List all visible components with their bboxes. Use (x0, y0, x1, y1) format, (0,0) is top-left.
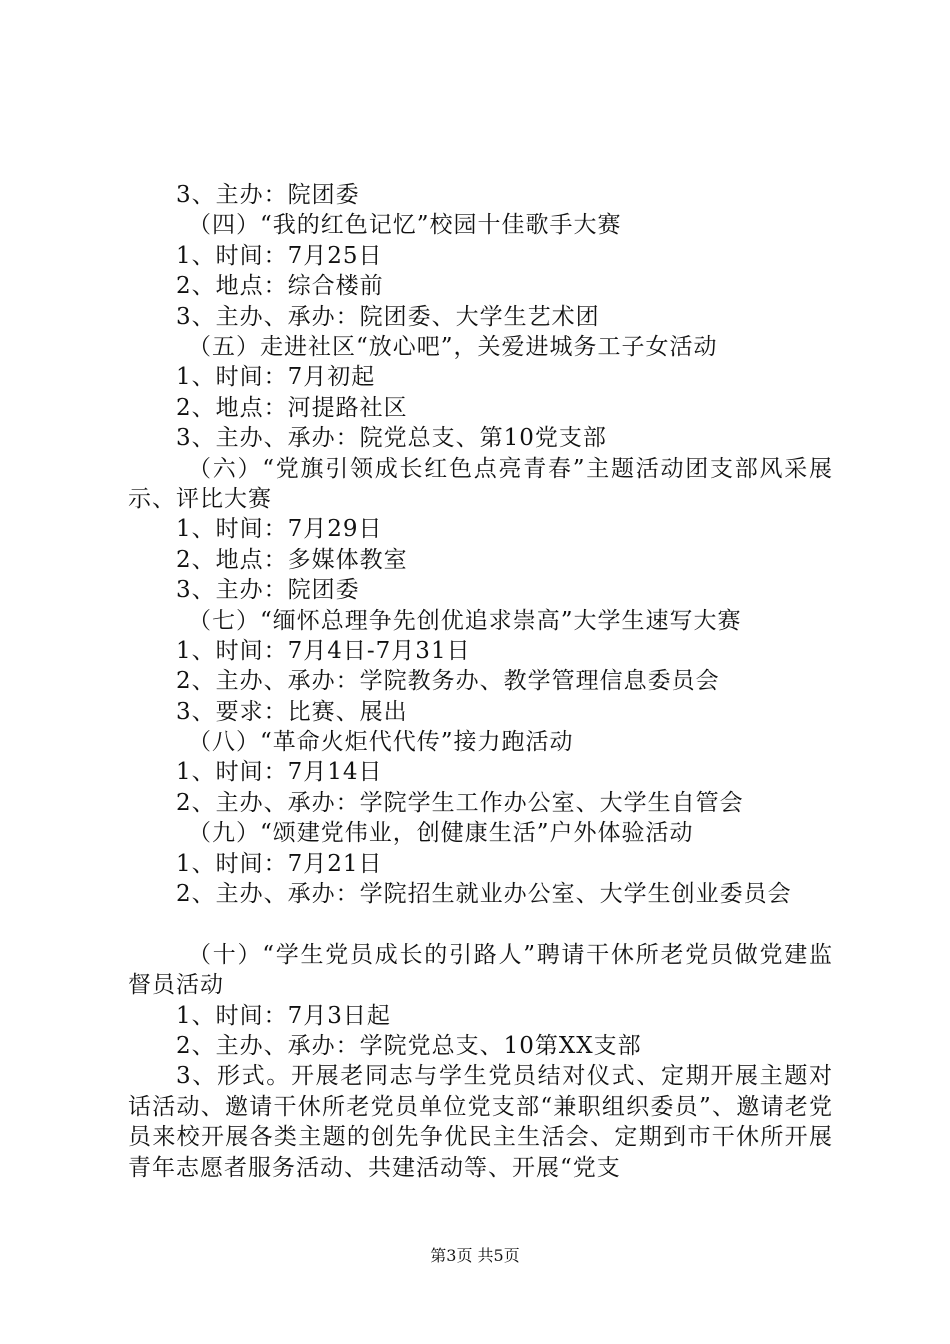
paragraph: 3、形式。开展老同志与学生党员结对仪式、定期开展主题对话活动、邀请干休所老党员单位党支部“兼职组织委员”、邀请老党员来校开展各类主题的创先争优民主生活会、定期到市干休所开展青年志愿者服务活动、共建活动等、开展“党支 (128, 1063, 833, 1181)
list-item: 1、时间：7月4日-7月31日 (176, 637, 471, 664)
list-item: 2、主办、承办：学院招生就业办公室、大学生创业委员会 (176, 881, 792, 908)
list-item: 2、地点：多媒体教室 (176, 546, 408, 573)
list-item: 2、地点：综合楼前 (176, 273, 384, 300)
list-item: 1、时间：7月3日起 (176, 1002, 391, 1029)
list-item: 1、时间：7月初起 (176, 364, 376, 391)
section-heading: （五）走进社区“放心吧”，关爱进城务工子女活动 (188, 333, 718, 360)
list-item: 2、主办、承办：学院学生工作办公室、大学生自管会 (176, 789, 744, 816)
list-item: 2、主办、承办：学院党总支、10第XX支部 (176, 1033, 642, 1059)
section-heading: （八）“革命火炬代代传”接力跑活动 (188, 729, 574, 756)
section-heading: （十）“学生党员成长的引路人”聘请干休所老党员做党建监督员活动 (128, 941, 833, 999)
list-item: 3、要求：比赛、展出 (176, 698, 408, 725)
list-item: 1、时间：7月21日 (176, 850, 383, 877)
section-heading: （六）“党旗引领成长红色点亮青春”主题活动团支部风采展示、评比大赛 (128, 455, 833, 512)
list-item: 1、时间：7月29日 (176, 516, 383, 543)
section-heading: （四）“我的红色记忆”校园十佳歌手大赛 (188, 212, 622, 239)
list-item: 1、时间：7月25日 (176, 242, 383, 269)
list-item: 2、主办、承办：学院教务办、教学管理信息委员会 (176, 668, 720, 695)
list-item: 3、主办、承办：院党总支、第10党支部 (176, 425, 607, 452)
document-body (128, 180, 833, 1183)
list-item: 3、主办、承办：院团委、大学生艺术团 (176, 303, 600, 330)
list-item: 1、时间：7月14日 (176, 759, 383, 786)
list-item: 3、主办：院团委 (176, 577, 360, 604)
blank-line (128, 909, 833, 939)
section-heading: （九）“颂建党伟业，创健康生活”户外体验活动 (188, 820, 694, 847)
list-item: 2、地点：河提路社区 (176, 394, 408, 421)
page-footer: 第3页 共5页 (430, 1246, 520, 1265)
section-heading: （七）“缅怀总理争先创优追求崇高”大学生速写大赛 (188, 607, 742, 634)
list-item: 3、主办：院团委 (176, 182, 360, 208)
